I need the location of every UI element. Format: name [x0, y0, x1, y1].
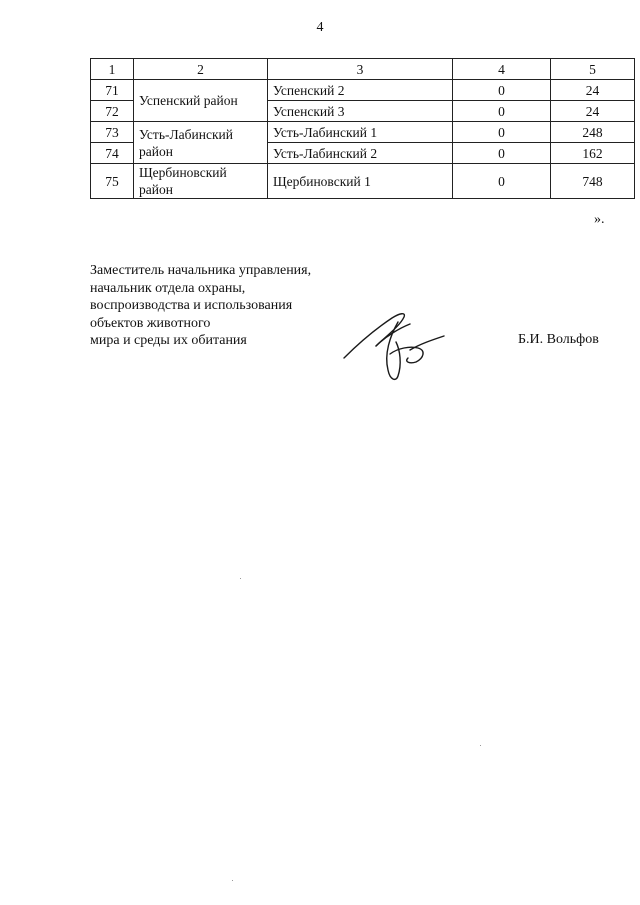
- district-cell: Усть-Лабинский район: [134, 122, 268, 164]
- signatory-title: [90, 262, 311, 350]
- col5-cell: 162: [551, 143, 635, 164]
- col5-cell: 24: [551, 80, 635, 101]
- header-cell: 4: [453, 59, 551, 80]
- signatory-title-line: объектов животного: [90, 315, 211, 331]
- page-number: 4: [316, 20, 324, 35]
- district-cell: Щербиновский район: [134, 164, 268, 199]
- col5-cell: 24: [551, 101, 635, 122]
- col4-cell: 0: [453, 80, 551, 101]
- signatory-title-line: мира и среды их обитания: [90, 333, 247, 348]
- table-header-row: [91, 59, 635, 80]
- area-cell: Щербиновский 1: [268, 164, 453, 199]
- col5-cell: 248: [551, 122, 635, 143]
- signatory-title-line: воспроизводства и использования: [90, 298, 293, 313]
- header-cell: 1: [91, 59, 134, 80]
- col4-cell: 0: [453, 143, 551, 164]
- area-cell: Усть-Лабинский 1: [268, 122, 453, 143]
- col4-cell: 0: [453, 164, 551, 199]
- area-cell: Успенский 2: [268, 80, 453, 101]
- header-cell: 5: [551, 59, 635, 80]
- closing-quote-mark: ».: [594, 212, 605, 227]
- scan-speck: [240, 578, 241, 579]
- area-cell: Усть-Лабинский 2: [268, 143, 453, 164]
- row-number: 71: [91, 80, 134, 101]
- signatory-title-line: Заместитель начальника управления,: [90, 263, 312, 278]
- data-table: [90, 58, 635, 199]
- header-cell: 3: [268, 59, 453, 80]
- district-cell: Успенский район: [134, 80, 268, 122]
- area-cell: Успенский 3: [268, 101, 453, 122]
- col5-cell: 748: [551, 164, 635, 199]
- signatory-title-line: начальник отдела охраны,: [90, 280, 246, 296]
- table-row: [91, 164, 635, 199]
- signer-name: Б.И. Вольфов: [518, 332, 599, 347]
- table-row: [91, 122, 635, 143]
- row-number: 75: [91, 164, 134, 199]
- row-number: 72: [91, 101, 134, 122]
- scan-speck: [232, 880, 233, 881]
- table-row: [91, 80, 635, 101]
- scan-speck: [480, 745, 481, 746]
- header-cell: 2: [134, 59, 268, 80]
- row-number: 73: [91, 122, 134, 143]
- col4-cell: 0: [453, 101, 551, 122]
- handwritten-signature: [340, 306, 450, 386]
- row-number: 74: [91, 143, 134, 164]
- col4-cell: 0: [453, 122, 551, 143]
